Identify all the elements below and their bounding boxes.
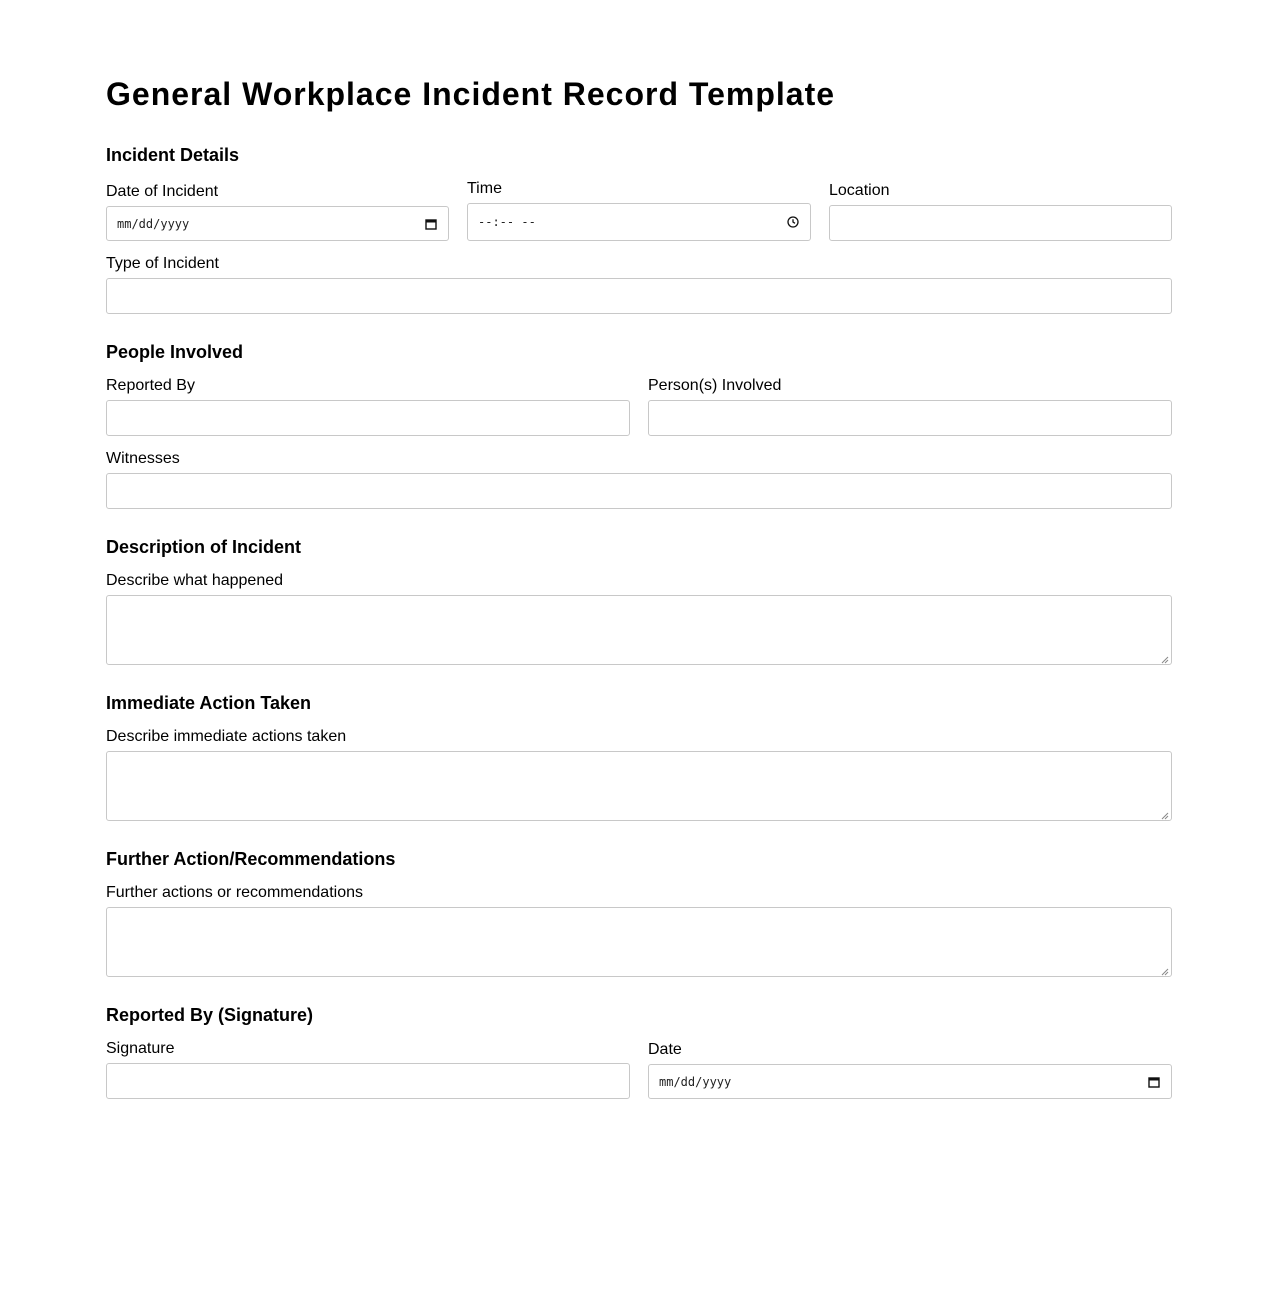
describe-what-happened-label: Describe what happened <box>106 572 284 589</box>
resize-grip-icon[interactable] <box>1160 809 1169 818</box>
section-heading-signature: Reported By (Signature) <box>106 1005 314 1025</box>
date-of-incident-input[interactable] <box>106 206 449 241</box>
type-of-incident-label: Type of Incident <box>106 255 219 272</box>
further-actions-label: Further actions or recommendations <box>106 884 363 901</box>
clock-icon[interactable] <box>786 215 800 229</box>
section-heading-incident-details: Incident Details <box>106 145 240 165</box>
section-heading-further-action: Further Action/Recommendations <box>106 849 396 869</box>
date-of-incident-placeholder: mm/dd/yyyy <box>117 216 190 231</box>
resize-grip-icon[interactable] <box>1160 653 1169 662</box>
witnesses-input[interactable] <box>106 473 1172 509</box>
time-placeholder: --:-- -- <box>478 215 536 229</box>
section-heading-description: Description of Incident <box>106 537 302 557</box>
date-of-incident-label: Date of Incident <box>106 183 219 200</box>
further-action-textarea[interactable] <box>106 907 1172 977</box>
calendar-icon[interactable] <box>424 217 438 231</box>
location-input[interactable] <box>829 205 1172 241</box>
calendar-icon[interactable] <box>1147 1075 1161 1089</box>
resize-grip-icon[interactable] <box>1160 965 1169 974</box>
signature-date-label: Date <box>648 1041 682 1058</box>
signature-date-placeholder: mm/dd/yyyy <box>659 1074 732 1089</box>
witnesses-label: Witnesses <box>106 450 180 467</box>
reported-by-label: Reported By <box>106 377 195 394</box>
reported-by-input[interactable] <box>106 400 630 436</box>
section-heading-immediate-action: Immediate Action Taken <box>106 693 312 713</box>
signature-date-input[interactable] <box>648 1064 1172 1099</box>
page-title: General Workplace Incident Record Template <box>106 76 836 112</box>
persons-involved-label: Person(s) Involved <box>648 377 782 394</box>
immediate-actions-label: Describe immediate actions taken <box>106 728 347 745</box>
description-textarea[interactable] <box>106 595 1172 665</box>
location-label: Location <box>829 182 890 199</box>
time-label: Time <box>467 180 502 197</box>
type-of-incident-input[interactable] <box>106 278 1172 314</box>
signature-label: Signature <box>106 1040 175 1057</box>
signature-input[interactable] <box>106 1063 630 1099</box>
persons-involved-input[interactable] <box>648 400 1172 436</box>
section-heading-people-involved: People Involved <box>106 342 244 362</box>
immediate-action-textarea[interactable] <box>106 751 1172 821</box>
time-input[interactable] <box>467 203 811 241</box>
